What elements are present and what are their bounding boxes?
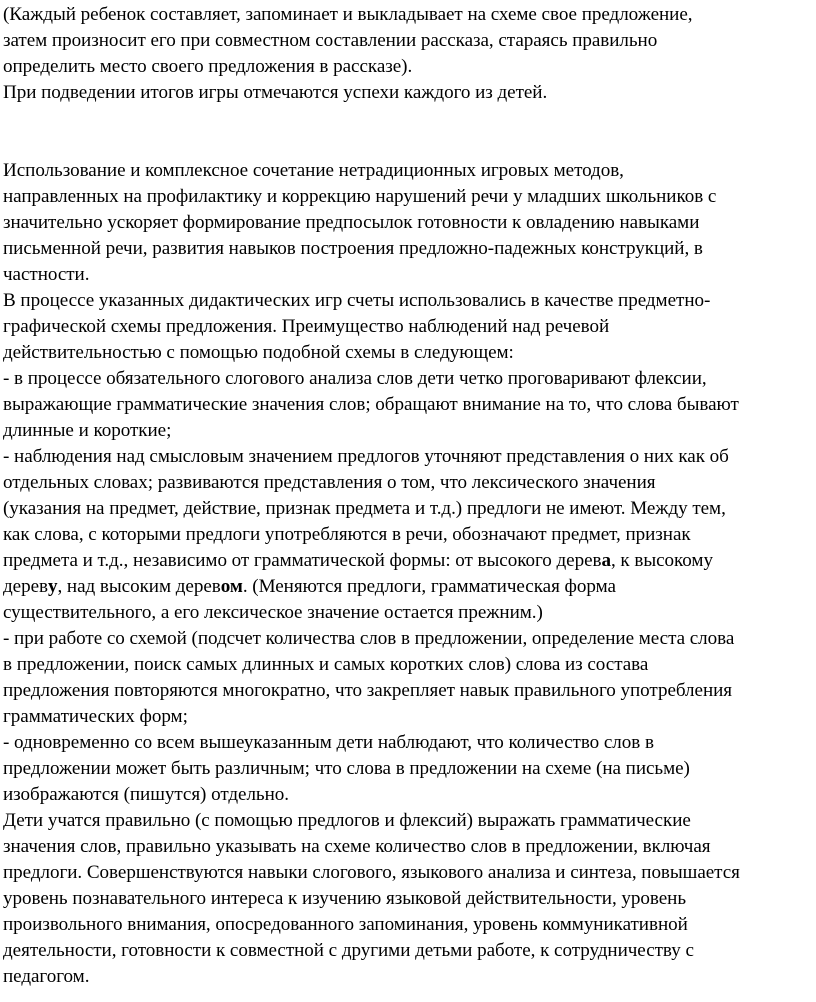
text-line: существительного, а его лексическое значение остается прежним.) — [3, 602, 543, 623]
text-line: значительно ускоряет формирование предпосылок готовности к овладению навыками — [3, 212, 700, 233]
text-line: определить место своего предложения в рассказе). — [3, 56, 413, 77]
text-line: графической схемы предложения. Преимущество наблюдений над речевой — [3, 316, 610, 337]
text-line: выражающие грамматические значения слов; обращают внимание на то, что слова бывают — [3, 394, 739, 415]
text-line: (указания на предмет, действие, признак предмета и т.д.) предлоги не имеют. Между тем, — [3, 498, 726, 519]
text-line: предложения повторяются многократно, что закрепляет навык правильного употребления — [3, 680, 733, 701]
text-line: (Каждый ребенок составляет, запоминает и выкладывает на схеме свое предложение, — [3, 4, 693, 25]
text-line: уровень познавательного интереса к изучению языковой действительности, уровень — [3, 888, 686, 909]
text-line: действительностью с помощью подобной схемы в следующем: — [3, 342, 514, 363]
text-line: изображаются (пишутся) отдельно. — [3, 784, 289, 805]
text-span: , к высокому — [610, 550, 713, 571]
text-line: предлоги. Совершенствуются навыки слогового, языкового анализа и синтеза, повышается — [3, 862, 740, 883]
text-line-with-bold-ending — [3, 548, 713, 574]
text-line: предложении может быть различным; что слова в предложении на схеме (на письме) — [3, 758, 690, 779]
bold-ending: у — [47, 576, 58, 597]
text-line: отдельных словах; развиваются представления о том, что лексического значения — [3, 472, 656, 493]
text-line: Использование и комплексное сочетание нетрадиционных игровых методов, — [3, 160, 624, 181]
text-line: значения слов, правильно указывать на схеме количество слов в предложении, включая — [3, 836, 711, 857]
text-line-with-bold-ending — [3, 574, 616, 600]
text-line: деятельности, готовности к совместной с другими детьми работе, к сотрудничеству с — [3, 940, 694, 961]
text-line: - при работе со схемой (подсчет количества слов в предложении, определение места слова — [3, 628, 735, 649]
text-line: - в процессе обязательного слогового анализа слов дети четко проговаривают флексии, — [3, 368, 707, 389]
text-line: частности. — [3, 264, 90, 285]
text-line: направленных на профилактику и коррекцию нарушений речи у младших школьников с — [3, 186, 717, 207]
text-line: В процессе указанных дидактических игр счеты использовались в качестве предметно- — [3, 290, 711, 311]
text-line: Дети учатся правильно (с помощью предлогов и флексий) выражать грамматические — [3, 810, 691, 831]
bold-ending: а — [601, 550, 611, 571]
text-line: письменной речи, развития навыков построения предложно-падежных конструкций, в — [3, 238, 703, 259]
text-span: , над высоким дерев — [57, 576, 221, 597]
text-span: дерев — [3, 576, 48, 597]
text-line: грамматических форм; — [3, 706, 188, 727]
text-span: предмета и т.д., независимо от грамматической формы: от высокого дерев — [3, 550, 602, 571]
text-line: в предложении, поиск самых длинных и самых коротких слов) слова из состава — [3, 654, 649, 675]
text-span: . (Меняются предлоги, грамматическая форма — [242, 576, 616, 597]
text-line: При подведении итогов игры отмечаются успехи каждого из детей. — [3, 82, 548, 103]
text-line: - одновременно со всем вышеуказанным дети наблюдают, что количество слов в — [3, 732, 654, 753]
text-line: произвольного внимания, опосредованного запоминания, уровень коммуникативной — [3, 914, 688, 935]
bold-ending: ом — [220, 576, 243, 597]
text-line: как слова, с которыми предлоги употребляются в речи, обозначают предмет, признак — [3, 524, 691, 545]
text-line: педагогом. — [3, 966, 90, 987]
text-line: затем произносит его при совместном составлении рассказа, стараясь правильно — [3, 30, 658, 51]
text-line: - наблюдения над смысловым значением предлогов уточняют представления о них как об — [3, 446, 729, 467]
text-line: длинные и короткие; — [3, 420, 172, 441]
